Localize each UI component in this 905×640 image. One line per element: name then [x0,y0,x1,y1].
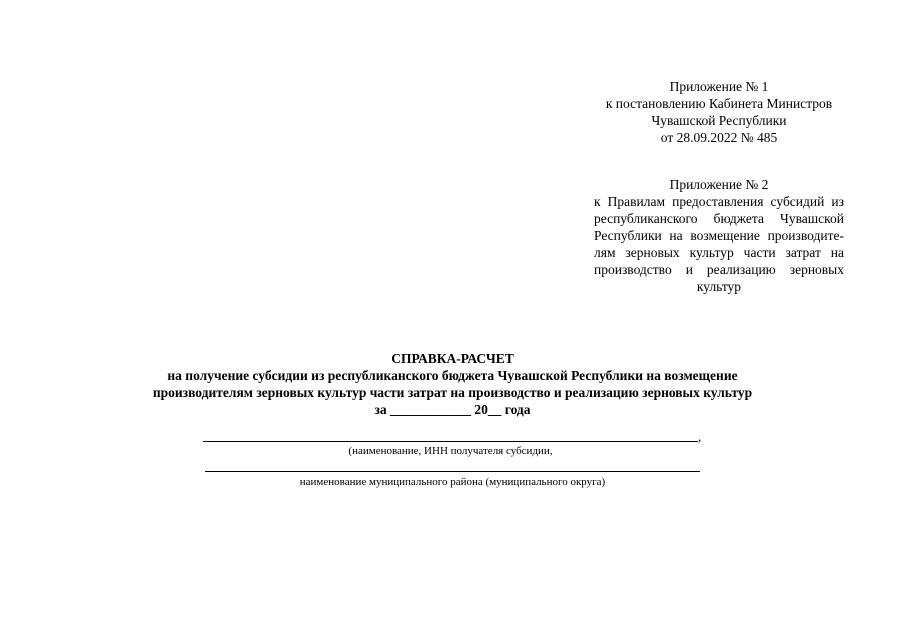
document-title-block [100,350,805,418]
appendix-1-title: Приложение № 1 [669,79,769,94]
appendix-1-block [594,78,844,146]
document-subtitle-line-2: производителям зерновых культур части затрат на производство и реализацию зерновых культур [152,385,753,400]
document-heading: СПРАВКА-РАСЧЕТ [391,351,514,366]
comma-mark: , [698,429,702,444]
document-period-line: за ____________ 20__ года [374,402,531,417]
appendix-1-date-number: от 28.09.2022 № 485 [660,130,778,145]
appendix-2-line: Республики на возмещение производите- [594,228,844,243]
appendix-2-line: производство и реализацию зерновых [594,262,844,277]
appendix-1-resolution: к постановлению Кабинета Министров [605,96,833,111]
document-subtitle-line-1: на получение субсидии из республиканского бюджета Чувашской Республики на возмещение [167,368,738,383]
appendix-1-republic: Чувашской Республики [651,113,787,128]
municipality-caption: наименование муниципального района (муниципального округа) [299,476,606,488]
recipient-name-caption: (наименование, ИНН получателя субсидии, [348,445,553,457]
appendix-2-title: Приложение № 2 [669,177,769,192]
appendix-2-last-line: культур [696,279,742,294]
municipality-blank-line [205,471,700,472]
appendix-2-line: к Правилам предоставления субсидий из [594,194,844,209]
recipient-name-blank-line [203,441,698,442]
appendix-2-line: лям зерновых культур части затрат на [594,245,844,260]
appendix-2-block [594,176,844,295]
appendix-2-line: республиканского бюджета Чувашской [594,211,844,226]
